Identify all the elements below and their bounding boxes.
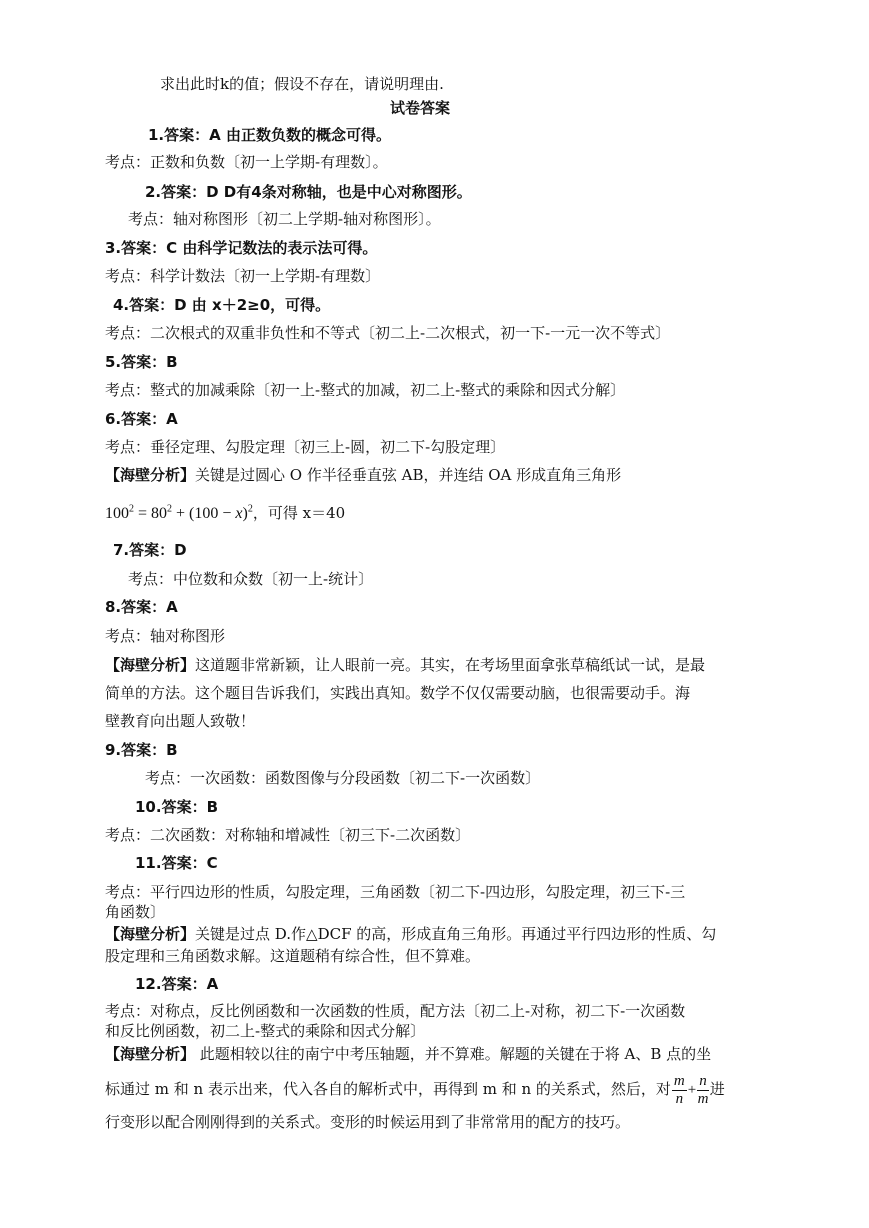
analysis-text-tail: 进 [709,1080,725,1098]
answer-8: 8.答案：A [105,598,178,616]
analysis-6 [105,465,621,485]
analysis-text: 此题相较以往的南宁中考压轴题，并不算难。解题的关键在于将 A、B 点的坐 [195,1045,712,1063]
kaodian-7: 考点：中位数和众数〔初一上-统计〕 [128,570,374,588]
answer-1: 1.答案：A 由正数负数的概念可得。 [148,126,391,144]
kaodian-3: 考点：科学计数法〔初一上学期-有理数〕 [105,267,381,285]
kaodian-6: 考点：垂径定理、勾股定理〔初三上-圆，初二下-勾股定理〕 [105,438,506,456]
answer-10: 10.答案：B [135,798,219,816]
answer-6: 6.答案：A [105,410,178,428]
analysis-11-line2: 股定理和三角函数求解。这道题稍有综合性，但不算难。 [105,947,481,965]
analysis-8-line3: 壁教育向出题人致敬！ [105,712,256,730]
answer-5: 5.答案：B [105,353,178,371]
continuation-line: 求出此时k的值；假设不存在，请说明理由. [160,75,444,93]
kaodian-9: 考点：一次函数：函数图像与分段函数〔初二下-一次函数〕 [145,769,541,787]
analysis-tag: 【海壁分析】 [105,466,196,484]
analysis-12-line1 [105,1044,711,1064]
analysis-8-line1 [105,655,705,675]
equation-tail: ，可得 x＝40 [252,504,346,522]
analysis-text: 关键是过圆心 O 作半径垂直弦 AB，并连结 OA 形成直角三角形 [195,466,622,484]
kaodian-8: 考点：轴对称图形 [105,627,226,645]
answer-4: 4.答案：D 由 x＋2≥0，可得。 [113,296,331,314]
kaodian-5: 考点：整式的加减乘除〔初一上-整式的加减，初二上-整式的乘除和因式分解〕 [105,381,626,399]
kaodian-11-line1: 考点：平行四边形的性质，勾股定理，三角函数〔初二下-四边形，勾股定理，初三下-三 [105,883,686,901]
kaodian-2: 考点：轴对称图形〔初二上学期-轴对称图形〕。 [128,210,441,228]
kaodian-12-line2: 和反比例函数，初二上-整式的乘除和因式分解〕 [105,1022,426,1040]
kaodian-1: 考点：正数和负数〔初一上学期-有理数〕。 [105,153,388,171]
equation-6 [105,503,345,524]
analysis-text: 这道题非常新颖，让人眼前一亮。其实，在考场里面拿张草稿纸试一试，是最 [195,656,706,674]
kaodian-12-line1: 考点：对称点，反比例函数和一次函数的性质，配方法〔初二上-对称，初二下-一次函数 [105,1002,686,1020]
plus-sign: + [687,1082,697,1098]
analysis-12-line2 [105,1070,725,1109]
analysis-tag: 【海壁分析】 [105,925,196,943]
fraction-n-over-m: $\frac{n}{m}$ [697,1072,709,1107]
analysis-tag: 【海壁分析】 [105,1045,196,1063]
answer-11: 11.答案：C [135,854,218,872]
analysis-8-line2: 简单的方法。这个题目告诉我们，实践出真知。数学不仅仅需要动脑，也很需要动手。海 [105,684,691,702]
page-title: 试卷答案 [390,99,451,117]
equation: $100^2 = 80^2 + (100 - x)^2$ [105,503,253,522]
fraction-m-over-n: $\frac{m}{n}$ [673,1072,685,1107]
answer-2: 2.答案：D D有4条对称轴，也是中心对称图形。 [145,183,472,201]
answer-3: 3.答案：C 由科学记数法的表示法可得。 [105,239,378,257]
kaodian-10: 考点：二次函数：对称轴和增减性〔初三下-二次函数〕 [105,826,471,844]
analysis-11-line1 [105,924,716,944]
kaodian-11-line2: 角函数〕 [105,903,166,921]
kaodian-4: 考点：二次根式的双重非负性和不等式〔初二上-二次根式，初一下-一元一次不等式〕 [105,324,671,342]
answer-9: 9.答案：B [105,741,178,759]
answer-12: 12.答案：A [135,975,219,993]
analysis-tag: 【海壁分析】 [105,656,196,674]
analysis-12-line3: 行变形以配合刚刚得到的关系式。变形的时候运用到了非常常用的配方的技巧。 [105,1113,631,1131]
analysis-text: 标通过 m 和 n 表示出来，代入各自的解析式中，再得到 m 和 n 的关系式，然后，对 [105,1080,671,1098]
answer-7: 7.答案：D [113,541,187,559]
analysis-text: 关键是过点 D.作△DCF 的高，形成直角三角形。再通过平行四边形的性质、勾 [195,925,717,943]
